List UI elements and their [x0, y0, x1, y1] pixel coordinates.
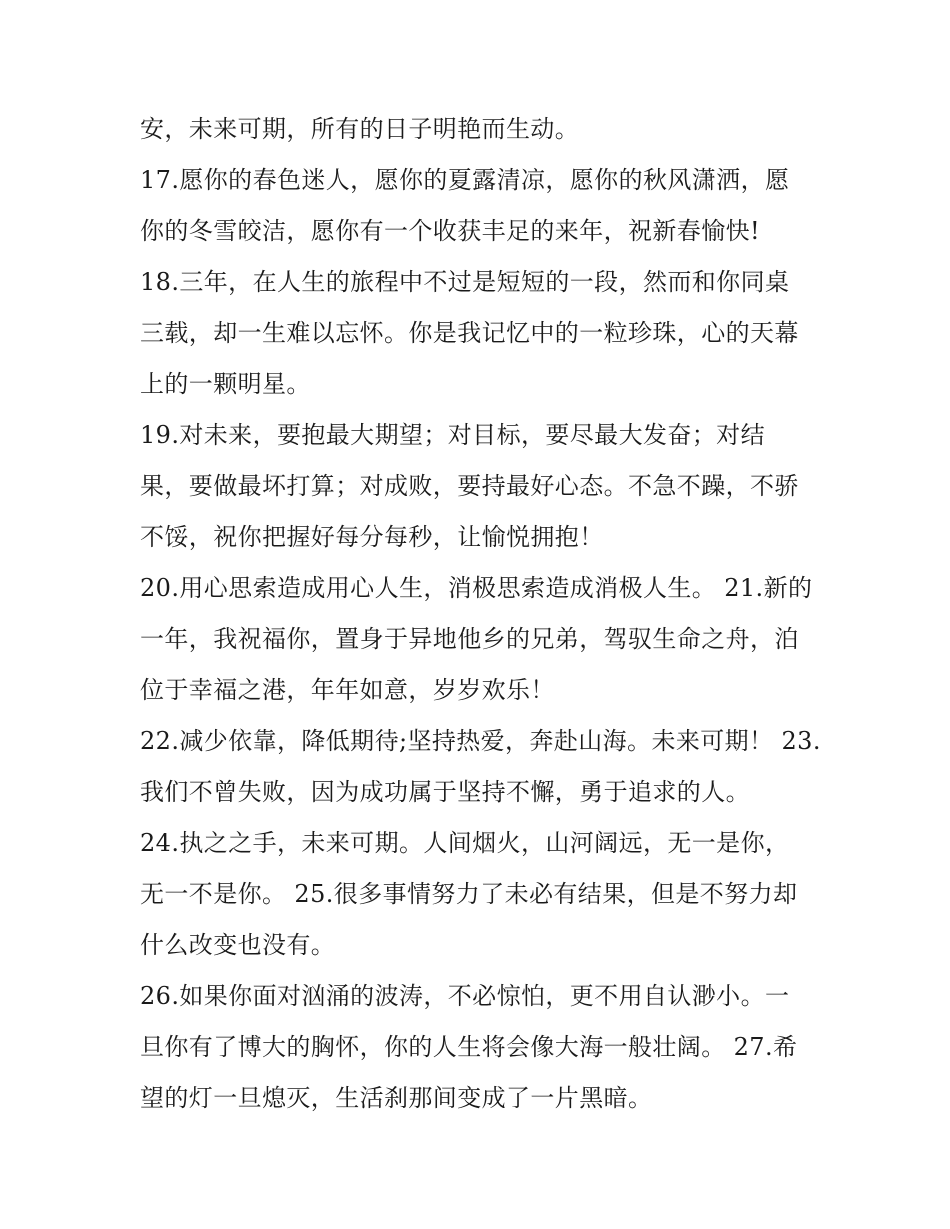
text-line: 上的一颗明星。 — [140, 370, 311, 398]
text-line: 24.执之之手，未来可期。人间烟火，山河阔远，无一是你， — [140, 829, 790, 857]
text-line: 三载，却一生难以忘怀。你是我记忆中的一粒珍珠，心的天幕 — [140, 319, 799, 347]
text-line: 望的灯一旦熄灭，生活刹那间变成了一片黑暗。 — [140, 1084, 653, 1112]
text-line: 一年，我祝福你，置身于异地他乡的兄弟，驾驭生命之舟，泊 — [140, 625, 799, 653]
text-line: 20.用心思索造成用心人生，消极思索造成消极人生。 21.新的 — [140, 574, 813, 602]
text-line: 26.如果你面对汹涌的波涛，不必惊怕，更不用自认渺小。一 — [140, 982, 790, 1010]
text-line: 22.减少依靠，降低期待;坚持热爱，奔赴山海。未来可期！ 23. — [140, 727, 821, 755]
text-line: 无一不是你。 25.很多事情努力了未必有结果，但是不努力却 — [140, 880, 798, 908]
text-line: 你的冬雪皎洁，愿你有一个收获丰足的来年，祝新春愉快! — [140, 217, 761, 245]
text-line: 17.愿你的春色迷人，愿你的夏露清凉，愿你的秋风潇洒，愿 — [140, 166, 790, 194]
text-line: 不馁，祝你把握好每分每秒，让愉悦拥抱！ — [140, 523, 604, 551]
text-line: 位于幸福之港，年年如意，岁岁欢乐！ — [140, 676, 555, 704]
text-line: 19.对未来，要抱最大期望；对目标，要尽最大发奋；对结 — [140, 421, 765, 449]
text-line: 18.三年，在人生的旅程中不过是短短的一段，然而和你同桌 — [140, 268, 790, 296]
text-line: 安，未来可期，所有的日子明艳而生动。 — [140, 115, 580, 143]
text-line: 旦你有了博大的胸怀，你的人生将会像大海一般壮阔。 27.希 — [140, 1033, 798, 1061]
text-line: 什么改变也没有。 — [140, 931, 336, 959]
text-line: 我们不曾失败，因为成功属于坚持不懈，勇于追求的人。 — [140, 778, 750, 806]
text-line: 果，要做最坏打算；对成败，要持最好心态。不急不躁，不骄 — [140, 472, 799, 500]
